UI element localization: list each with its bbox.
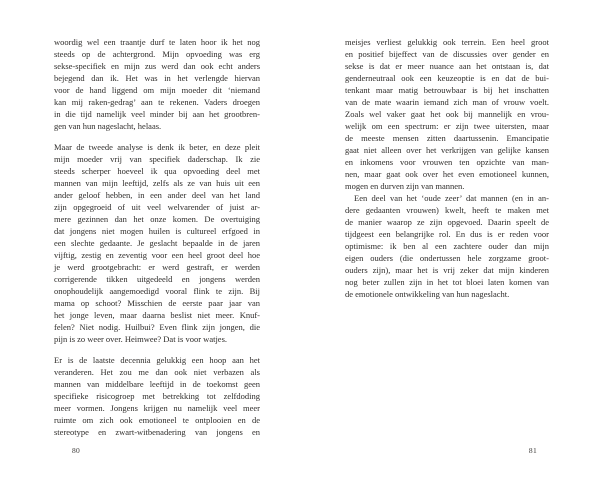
text-line: ander geloof hebben, in een ander deel van het land: [54, 190, 260, 200]
text-line: eigen ouders (die ondertussen hele zorgzame groot-: [345, 253, 549, 263]
text-line: sekse is dat er meer nuance aan het ontstaan is, dat: [345, 61, 549, 71]
text-line: sekse-specifiek en mijn zus werd dan ook echt anders: [54, 61, 260, 71]
text-line: Een deel van het ‘oude zeer’ dat mannen (en in an-: [354, 193, 549, 203]
text-line: en inkomens voor vrouwen ten opzichte van man-: [345, 157, 549, 167]
text-line: onophoudelijk aangemoedigd vooral flink te zijn. Bij: [54, 286, 260, 296]
text-line: pijn is zo weer over. Heimwee? Dat is voor watjes.: [54, 334, 228, 344]
text-line: gen van hun nageslacht, helaas.: [54, 121, 162, 131]
text-line: steeds op de achtergrond. Mijn opvoeding was erg: [54, 49, 260, 59]
text-line: mogen en durven zijn van mannen.: [345, 181, 465, 191]
paragraph: [345, 192, 549, 300]
text-line: mannen van mijn leeftijd, zelfs als ze van huis uit een: [54, 178, 260, 188]
text-line: meer vormen. Jongens krijgen nu namelijk veel meer: [54, 403, 260, 413]
text-line: mama op schoot? Misschien de eerste paar jaar van: [54, 298, 260, 308]
text-line: van de mate waarin iemand zich man of vrouw voelt.: [345, 97, 549, 107]
text-line: Zoals wel vaker gaat het ook bij mannelijk en vrou-: [345, 109, 549, 119]
text-line: welijk om een spectrum: er zijn twee uitersten, maar: [345, 121, 549, 131]
text-line: de meeste mensen zitten daartussenin. Emancipatie: [345, 133, 549, 143]
text-line: nog beter zullen zijn in het tot bloei laten komen van: [345, 277, 549, 287]
text-line: mannen van middelbare leeftijd in de toekomst geen: [54, 379, 260, 389]
text-line: optimisme: ik ben al een zachtere ouder dan mijn: [345, 241, 549, 251]
text-line: het jonge leven, maar daarna beslist niet meer. Knuf-: [54, 310, 260, 320]
page-number-left: 80: [72, 446, 81, 455]
paragraph: [54, 141, 260, 345]
text-line: tijdgeest een belangrijke rol. En dus is er reden voor: [345, 229, 549, 239]
paragraph: [54, 36, 260, 132]
text-line: meisjes verliest gelukkig ook terrein. Een heel groot: [345, 37, 549, 47]
text-line: Er is de laatste decennia gelukkig een hoop aan het: [54, 355, 260, 365]
text-line: ruimte om zich ook emotioneel te ontplooien en de: [54, 415, 260, 425]
text-line: ouders zijn), maar het is vrij zeker dat mijn kinderen: [345, 265, 549, 275]
text-line: zijn opgegroeid of uit veel welvarender of juist ar-: [54, 202, 260, 212]
paragraph: [54, 354, 260, 438]
text-line: tenkant maar matig betrouwbaar is bij het inschatten: [345, 85, 549, 95]
text-line: dere gedaanten vrouwen) kwelt, heeft te maken met: [345, 205, 549, 215]
text-line: Maar de tweede analyse is denk ik beter, en deze pleit: [54, 142, 260, 152]
text-line: stereotype en zwart-witbenadering van jongens en: [54, 427, 260, 437]
text-line: corrigerende tikken uitgedeeld en jongens werden: [54, 274, 260, 284]
text-line: gaat niet alleen over het verkrijgen van gelijke kansen: [345, 145, 549, 155]
text-line: felen? Niet nodig. Huilbui? Even flink zijn jongen, die: [54, 322, 260, 332]
text-line: woordig wel een traantje durf te laten hoor ik het nog: [54, 37, 260, 47]
text-line: voor de hand liggend om mijn moeder dit ‘niemand: [54, 85, 260, 95]
text-line: de emotionele ontwikkeling van hun nageslacht.: [345, 289, 510, 299]
text-line: genderneutraal ook een keuzeoptie is en dat de bui-: [345, 73, 549, 83]
text-line: vijftig, zestig en zeventig voor een heel groot deel hoe: [54, 250, 260, 260]
page-number-right: 81: [528, 446, 537, 455]
paragraph: [345, 36, 549, 192]
text-line: kan mij raken-gedrag’ aan te rekenen. Vaders droegen: [54, 97, 260, 107]
text-line: je werd grootgebracht: er werd gestraft, er werden: [54, 262, 260, 272]
text-line: in die tijd namelijk veel minder bij aan het grootbren-: [54, 109, 260, 119]
text-line: de manier waarop ze zijn opgevoed. Daarin speelt de: [345, 217, 549, 227]
text-line: specifieke risicogroep met betrekking tot zelfdoding: [54, 391, 260, 401]
text-line: veranderen. Het zou me dan ook niet verbazen als: [54, 367, 260, 377]
text-line: mere gezinnen dan het onze komen. De overtuiging: [54, 214, 260, 224]
text-line: bejegend dan ik. Het was in het verlengde hiervan: [54, 73, 260, 83]
left-page-text: [54, 36, 260, 438]
text-line: dat jongens niet mogen huilen is cultureel erfgoed in: [54, 226, 260, 236]
text-line: en positief bijeffect van de discussies over gender en: [345, 49, 549, 59]
right-page-text: [345, 36, 549, 300]
text-line: mijn moeder vrij van specifiek daderschap. Ik zie: [54, 154, 260, 164]
text-line: steeds scherper hoeveel ik qua opvoeding deel met: [54, 166, 260, 176]
text-line: een slechte gedaante. Je geslacht bepaalde in de jaren: [54, 238, 260, 248]
text-line: nen, maar gaat ook over het even emotioneel kunnen,: [345, 169, 549, 179]
